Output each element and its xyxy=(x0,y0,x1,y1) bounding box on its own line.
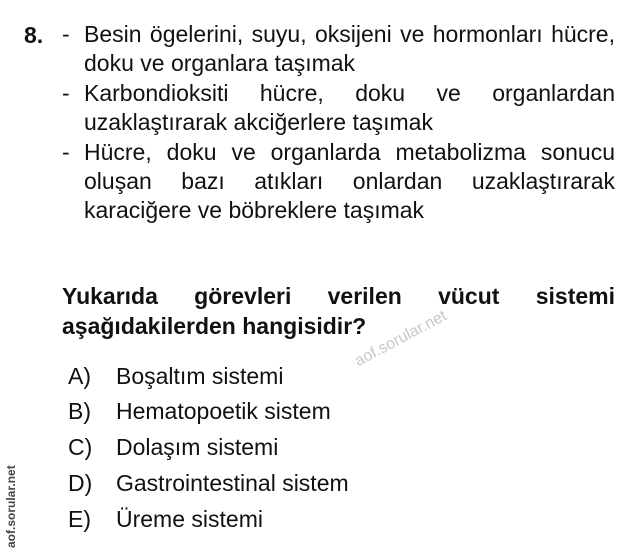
watermark-diagonal: aof.sorular.net xyxy=(352,307,450,371)
statement-text: Karbondioksiti hücre, doku ve organlardan uzaklaştırarak akciğerlere taşımak xyxy=(84,80,615,135)
option-text: Üreme sistemi xyxy=(116,506,263,532)
statement-3 xyxy=(62,138,615,225)
statement-1 xyxy=(62,20,615,78)
statement-text: Hücre, doku ve organlarda metabolizma sonucu oluşan bazı atıkları onlardan uzaklaştırarak karaciğere ve böbreklere taşımak xyxy=(84,139,615,223)
option-c[interactable] xyxy=(68,433,278,461)
option-e[interactable] xyxy=(68,505,263,533)
option-a[interactable] xyxy=(68,362,283,390)
option-letter: D) xyxy=(68,470,93,496)
question-number: 8. xyxy=(24,22,44,48)
option-text: Hematopoetik sistem xyxy=(116,398,331,424)
statement-text: Besin ögelerini, suyu, oksijeni ve hormonları hücre, doku ve organlara taşımak xyxy=(84,21,615,76)
option-b[interactable] xyxy=(68,397,331,425)
option-text: Gastrointestinal sistem xyxy=(116,470,349,496)
option-letter: A) xyxy=(68,363,91,389)
statement-2 xyxy=(62,79,615,137)
statement-dash: - xyxy=(62,139,70,165)
option-text: Dolaşım sistemi xyxy=(116,434,279,460)
option-letter: C) xyxy=(68,434,93,460)
statement-dash: - xyxy=(62,21,70,47)
option-letter: E) xyxy=(68,506,91,532)
watermark-side: aof.sorular.net xyxy=(4,465,18,548)
statement-dash: - xyxy=(62,80,70,106)
option-letter: B) xyxy=(68,398,91,424)
option-d[interactable] xyxy=(68,469,349,497)
option-text: Boşaltım sistemi xyxy=(116,363,284,389)
question-stem: Yukarıda görevleri verilen vücut sistemi aşağıdakilerden hangisidir? xyxy=(62,283,615,339)
